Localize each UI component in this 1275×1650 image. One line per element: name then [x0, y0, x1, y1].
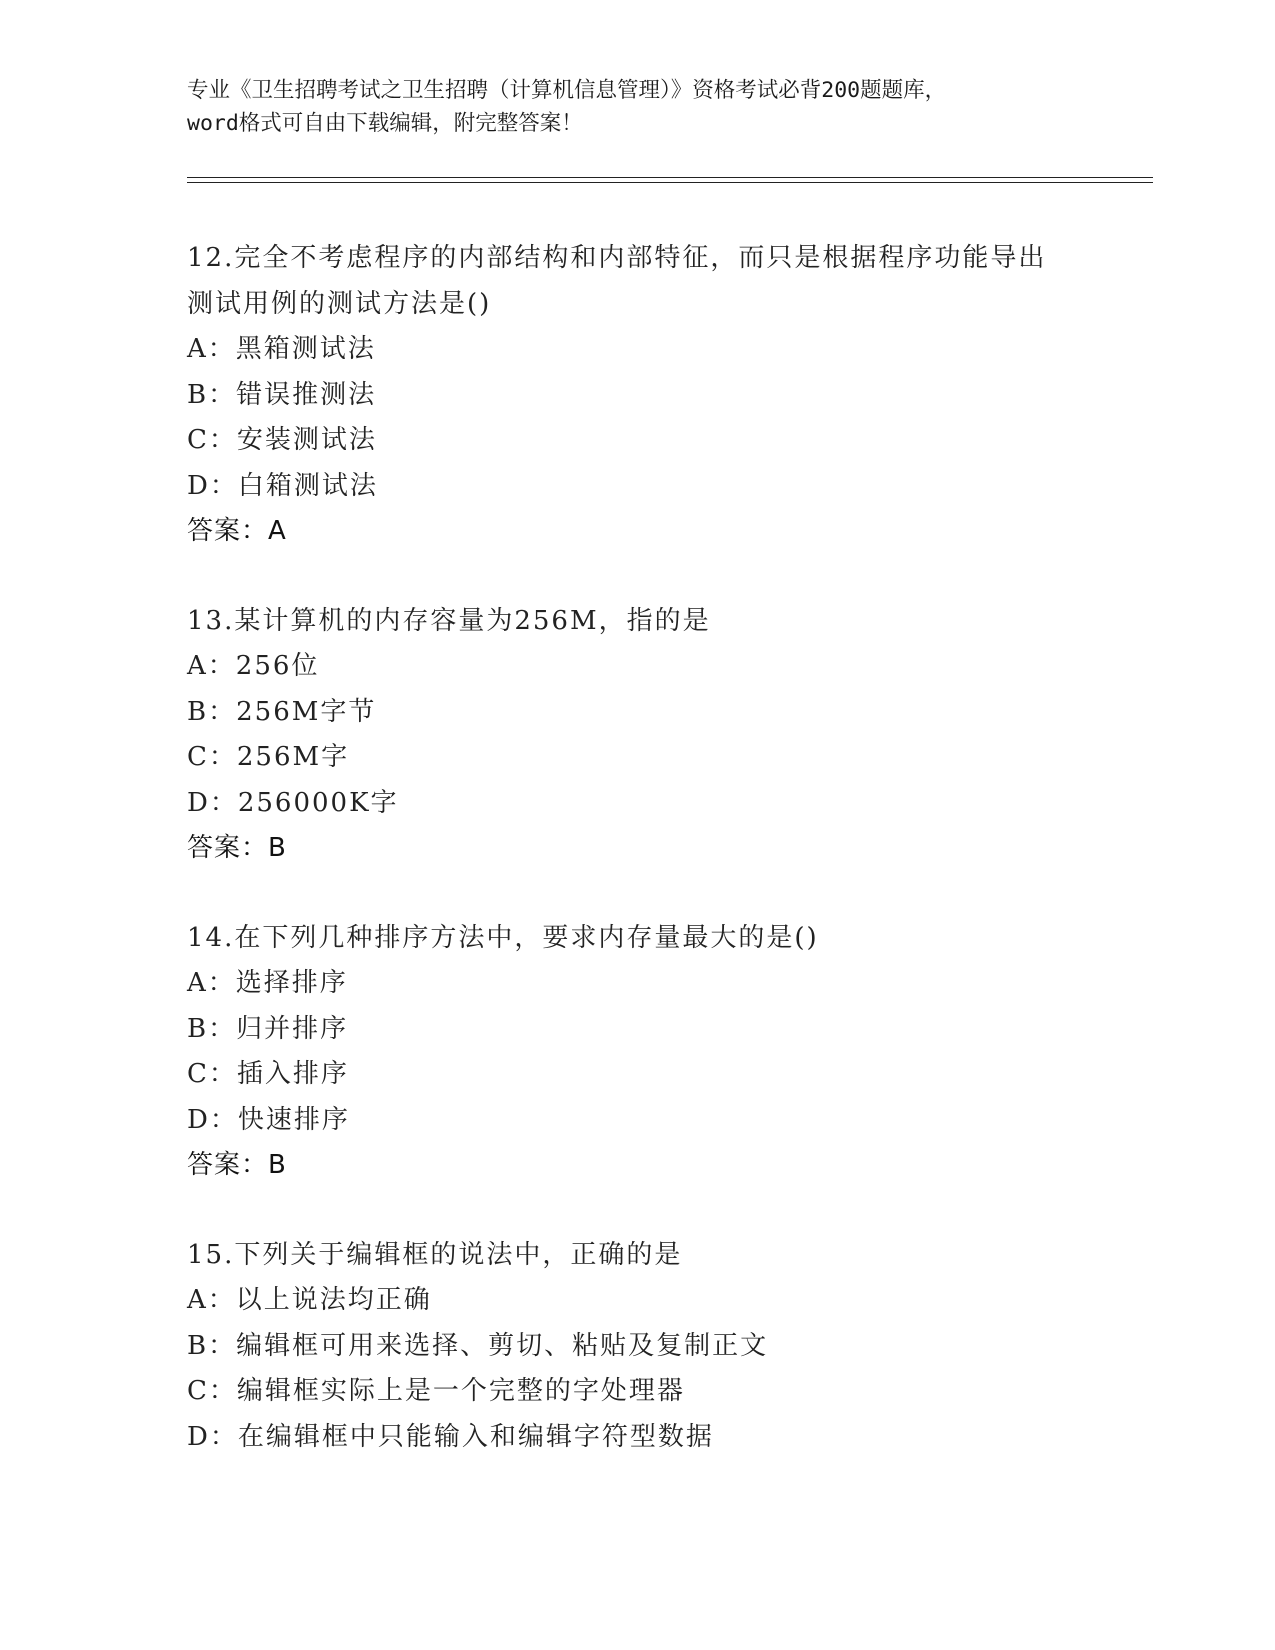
option-b: B：256M字节 [187, 696, 377, 727]
option-c: C：256M字 [187, 742, 350, 772]
option-d: D：在编辑框中只能输入和编辑字符型数据 [187, 1421, 714, 1452]
option-a: A：黑箱测试法 [187, 334, 376, 364]
question-stem: 13.某计算机的内存容量为256M，指的是 [187, 605, 711, 636]
header-title-line-1: 专业《卫生招聘考试之卫生招聘（计算机信息管理）》资格考试必背200题题库， [187, 78, 947, 103]
option-c: C：安装测试法 [187, 425, 377, 455]
option-c: C：插入排序 [187, 1059, 349, 1089]
option-b: B：归并排序 [187, 1013, 349, 1044]
question-stem: 14.在下列几种排序方法中，要求内存量最大的是() [187, 922, 819, 953]
answer-line: 答案：A [187, 516, 287, 546]
header-divider-bottom [187, 182, 1153, 183]
option-a: A：256位 [187, 651, 320, 681]
question-13 [187, 599, 1087, 872]
document-header [187, 74, 1087, 140]
answer-line: 答案：B [187, 833, 287, 863]
option-d: D：256000K字 [187, 787, 399, 818]
option-a: A：以上说法均正确 [187, 1285, 432, 1315]
question-stem: 12.完全不考虑程序的内部结构和内部特征，而只是根据程序功能导出 [187, 243, 1047, 273]
option-d: D：快速排序 [187, 1104, 350, 1135]
option-b: B：编辑框可用来选择、剪切、粘贴及复制正文 [187, 1330, 769, 1361]
question-stem-continued: 测试用例的测试方法是() [187, 288, 492, 319]
option-b: B：错误推测法 [187, 379, 377, 410]
question-15 [187, 1233, 1087, 1461]
question-list [187, 236, 1087, 1504]
question-14 [187, 916, 1087, 1189]
question-12 [187, 236, 1087, 555]
option-c: C：编辑框实际上是一个完整的字处理器 [187, 1376, 685, 1406]
header-divider-top [187, 177, 1153, 178]
option-d: D：白箱测试法 [187, 470, 378, 501]
option-a: A：选择排序 [187, 968, 348, 998]
question-stem: 15.下列关于编辑框的说法中，正确的是 [187, 1239, 683, 1270]
answer-line: 答案：B [187, 1150, 287, 1180]
header-title-line-2: word格式可自由下载编辑，附完整答案！ [187, 111, 583, 136]
